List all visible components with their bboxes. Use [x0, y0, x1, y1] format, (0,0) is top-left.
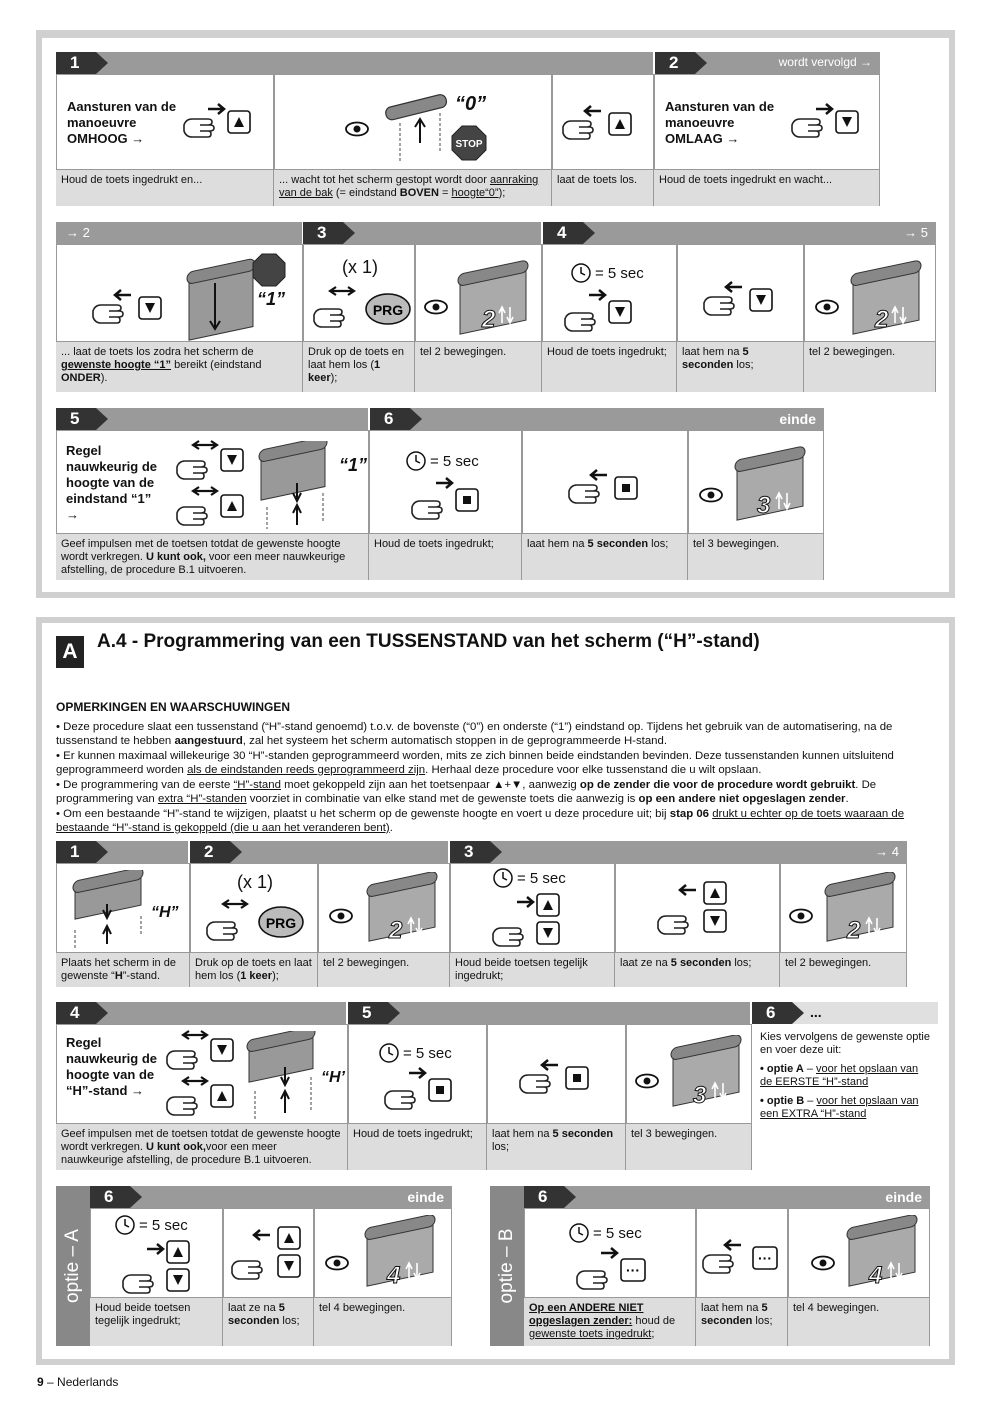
step-caption: [56, 170, 274, 206]
step-cell: [56, 1024, 348, 1124]
hand-press-any-key-icon: [575, 1247, 655, 1293]
end-label: einde: [779, 411, 816, 427]
caption-text: laat de toets los.: [557, 174, 638, 186]
hand-release-any-key-icon: [701, 1237, 785, 1277]
step-cell: [654, 74, 880, 170]
eye-icon: [789, 908, 815, 926]
caption-text: ... wacht tot het scherm gestopt wordt door: [279, 174, 490, 186]
step-cell: [615, 863, 780, 953]
step-cell: [788, 1208, 930, 1298]
caption-text: laat hem na: [682, 346, 743, 358]
caption-text: laat ze na: [228, 1302, 279, 1314]
step-cell: [677, 244, 804, 342]
step-cell: [56, 74, 274, 170]
step-header: [90, 1186, 452, 1208]
caption-text: los;: [733, 359, 754, 371]
caption-text: Plaats het scherm in de gewenste “: [61, 957, 176, 982]
step-header: [655, 52, 880, 74]
step-caption: [552, 170, 654, 206]
step-cell: [190, 863, 318, 953]
hand-release-down-icon: [91, 287, 171, 327]
duration-label: = 5 sec: [430, 453, 479, 470]
caption-text: Druk op de toets en laat hem los (: [195, 957, 312, 982]
caption-text: houd de: [632, 1315, 676, 1327]
step-caption: [804, 342, 936, 392]
hand-press-both-icon: [121, 1239, 201, 1299]
svg-text:···: ···: [626, 1262, 640, 1278]
step-number: 1: [56, 841, 96, 863]
step-caption: [780, 953, 907, 987]
caption-text: 5 seconden: [670, 957, 732, 969]
caption-text: 5 seconden: [228, 1302, 285, 1327]
caption-text: gewenste toets ingedrukt: [529, 1328, 652, 1340]
caption-text: tel 2 bewegingen.: [809, 346, 896, 358]
clock-icon: [379, 1043, 401, 1065]
continuation-dots: ...: [810, 1004, 822, 1020]
roller-blind-count-icon: [365, 872, 445, 952]
hand-press-up-icon: [175, 485, 255, 529]
to-step-label: → 4: [875, 844, 899, 859]
step-caption: [56, 534, 369, 580]
caption-text: 5 seconden: [552, 1128, 614, 1140]
step-label: Regel nauwkeurig de hoogte van de “H”-stand →: [66, 1035, 158, 1098]
step-caption: [56, 953, 190, 987]
step-header: [348, 1002, 750, 1024]
step-cell: [303, 244, 415, 342]
section-title: A.4 - Programmering van een TUSSENSTAND van het scherm (“H”-stand): [97, 631, 760, 652]
caption-text: );: [498, 187, 506, 199]
caption-text: los;: [492, 1141, 510, 1153]
step-cell: [626, 1024, 752, 1124]
option-a-side-label: optie – A: [56, 1186, 90, 1346]
step-caption: [223, 1298, 314, 1346]
position-one-label: “1”: [339, 455, 368, 475]
step-label: Aansturen van de manoeuvre OMLAAG →: [665, 99, 775, 146]
hand-release-up-icon: [561, 103, 641, 143]
caption-text: ).: [100, 372, 108, 384]
caption-text: Houd beide toetsen tegelijk ingedrukt;: [455, 957, 588, 982]
caption-text: aanraking van de bak: [279, 174, 539, 199]
caption-text: 5 seconden: [682, 346, 749, 371]
step-caption: [190, 953, 318, 987]
caption-text: voor een meer nauwkeurige afstelling, de procedure B.1 uitvoeren.: [61, 1141, 312, 1166]
caption-text: Geef impulsen met de toetsen totdat de gewenste hoogte wordt verkregen.: [61, 538, 341, 563]
end-label: einde: [885, 1189, 922, 1205]
roller-blind-adjust-icon: [257, 441, 337, 531]
svg-text:4: 4: [387, 1262, 401, 1289]
step-cell: [696, 1208, 788, 1298]
step-caption: [542, 342, 677, 392]
step-number: 3: [303, 222, 343, 244]
hand-release-both-icon: [230, 1225, 310, 1285]
step-header: [56, 1002, 346, 1024]
step-cell: [524, 1208, 696, 1298]
clock-icon: [571, 263, 593, 285]
caption-text: laat hem na: [527, 538, 588, 550]
roller-blind-count-icon: [363, 1215, 443, 1295]
step-header: [56, 52, 653, 74]
caption-text: laat ze na: [620, 957, 671, 969]
caption-text: bereikt (eindstand: [171, 359, 262, 371]
option-b-side-label: optie – B: [490, 1186, 524, 1346]
caption-text: =: [438, 187, 452, 199]
step-cell: [56, 430, 369, 534]
step-cell: [369, 430, 522, 534]
step-cell: [804, 244, 936, 342]
note-item: • De programmering van de eerste “H”-stand moet gekoppeld zijn aan het toetsenpaar ▲+▼, aanwezig op de zender die voor de procedure wordt gebruikt. De programmering van extra “H”-standen voorziet in combinatie van elke stand met de gewenste toets die aanwezig is op een andere niet opgeslagen zender.: [56, 778, 877, 805]
roller-blind-count-icon: [849, 259, 929, 339]
step-cell: [450, 863, 615, 953]
option-b-link[interactable]: • optie B – voor het opslaan van een EXTRA “H”-stand: [760, 1095, 919, 1120]
caption-text: Houd beide toetsen tegelijk ingedrukt;: [95, 1302, 191, 1327]
step-cell: [348, 1024, 487, 1124]
step-label: Regel nauwkeurig de hoogte van de eindstand “1” →: [66, 443, 158, 522]
step-number: 6: [90, 1186, 130, 1208]
notes-heading: OPMERKINGEN EN WAARSCHUWINGEN: [56, 700, 291, 714]
svg-text:2: 2: [482, 306, 496, 333]
svg-text:PRG: PRG: [265, 915, 297, 931]
roller-blind-count-icon: [845, 1215, 925, 1295]
caption-text: tel 2 bewegingen.: [323, 957, 410, 969]
step-number: 3: [450, 841, 490, 863]
caption-text: );: [272, 970, 279, 982]
step-cell: [314, 1208, 452, 1298]
hand-press-down-icon: [165, 1029, 245, 1073]
eye-icon: [635, 1073, 661, 1091]
roller-blind-count-icon: [456, 259, 536, 339]
hand-press-stop-icon: [383, 1067, 463, 1113]
caption-text: tel 2 bewegingen.: [785, 957, 872, 969]
svg-text:PRG: PRG: [372, 302, 404, 318]
step-caption: [524, 1298, 696, 1346]
roller-blind-count-icon: [823, 872, 903, 952]
caption-text: U kunt ook,: [145, 1141, 206, 1153]
eye-icon: [699, 487, 725, 505]
stop-sign-icon: [451, 125, 487, 161]
language-label: – Nederlands: [43, 1375, 119, 1389]
step-caption: [788, 1298, 930, 1346]
step-caption: [314, 1298, 452, 1346]
step-caption: [318, 953, 450, 987]
hand-press-down-icon: [790, 101, 865, 141]
stop-sign-icon: [252, 253, 286, 287]
caption-text: Houd de toets ingedrukt en...: [61, 174, 203, 186]
step-cell: [274, 74, 552, 170]
duration-label: = 5 sec: [139, 1217, 188, 1234]
step-header: [543, 222, 936, 244]
step-caption: [688, 534, 824, 580]
hand-press-both-icon: [491, 892, 571, 952]
step-cell: [90, 1208, 223, 1298]
step-cell: [318, 863, 450, 953]
step-cell: [542, 244, 677, 342]
caption-text: Houd de toets ingedrukt en wacht...: [659, 174, 833, 186]
caption-text: ”-stand.: [122, 970, 161, 982]
caption-text: );: [330, 372, 338, 384]
svg-text:2: 2: [389, 917, 403, 944]
notes-block: [56, 700, 944, 836]
eye-icon: [345, 121, 371, 139]
caption-text: los;: [731, 957, 752, 969]
step-number: 6: [752, 1002, 792, 1024]
step-cell: [56, 244, 303, 342]
step-caption: [56, 342, 303, 392]
page-number: 9: [37, 1375, 44, 1389]
position-h-label: “H’: [321, 1069, 345, 1086]
step-cell: [56, 863, 190, 953]
position-one-label: “1”: [257, 289, 286, 309]
hand-press-up-icon: [165, 1075, 245, 1119]
caption-text: tel 3 bewegingen.: [631, 1128, 718, 1140]
note-item: • Er kunnen maximaal willekeurige 30 “H”-standen geprogrammeerd worden, mits ze zich binnen beide eindstanden bevinden. Deze tussenstanden kunnen uitsluitend geprogrammeerd worden als de eindstanden reeds geprogrammeerd zijn. Herhaal deze procedure voor elke tussenstand die u wilt opslaan.: [56, 749, 894, 776]
caption-text: gewenste hoogte “1”: [61, 359, 172, 371]
step-number: 2: [655, 52, 695, 74]
caption-text: Houd de toets ingedrukt;: [374, 538, 494, 550]
eye-icon: [815, 299, 841, 317]
step-number: 6: [524, 1186, 564, 1208]
step-cell: [487, 1024, 626, 1124]
hand-press-stop-icon: [410, 477, 490, 523]
roller-blind-adjust-icon: [245, 1031, 325, 1121]
step-header: [303, 222, 541, 244]
section-badge: A: [56, 636, 84, 668]
step-caption: [677, 342, 804, 392]
caption-text: hoogte“0”: [451, 187, 499, 199]
step-caption: [369, 534, 522, 580]
step-caption: [696, 1298, 788, 1346]
eye-icon: [329, 908, 355, 926]
caption-text: tel 3 bewegingen.: [693, 538, 780, 550]
caption-text: tel 4 bewegingen.: [319, 1302, 406, 1314]
step-label: Aansturen van de manoeuvre OMHOOG →: [67, 99, 177, 146]
step-cell: [552, 74, 654, 170]
caption-text: (= eindstand: [332, 187, 400, 199]
step-number: 1: [56, 52, 96, 74]
step-number: 4: [56, 1002, 96, 1024]
page-footer: [37, 1375, 118, 1389]
step-number: 5: [348, 1002, 388, 1024]
svg-text:···: ···: [758, 1250, 772, 1266]
clock-icon: [406, 451, 428, 473]
caption-text: los;: [279, 1315, 300, 1327]
caption-text: tel 2 bewegingen.: [420, 346, 507, 358]
step-number: 2: [190, 841, 230, 863]
caption-text: los;: [752, 1315, 773, 1327]
step-cell: [415, 244, 542, 342]
caption-text: ONDER: [61, 372, 101, 384]
svg-text:2: 2: [875, 306, 889, 333]
caption-text: ;: [651, 1328, 655, 1340]
hand-release-both-icon: [656, 880, 736, 940]
hand-release-stop-icon: [518, 1057, 598, 1097]
caption-text: ... laat de toets los zodra het scherm de: [61, 346, 254, 358]
step-caption: [626, 1124, 752, 1170]
step-header: [190, 841, 448, 863]
hand-press-down-icon: [563, 289, 643, 335]
caption-text: H: [114, 970, 123, 982]
duration-label: = 5 sec: [403, 1045, 452, 1062]
caption-text: Geef impulsen met de toetsen totdat de gewenste hoogte wordt verkregen.: [61, 1128, 341, 1153]
repeat-label: (x 1): [237, 872, 273, 892]
step-caption: [522, 534, 688, 580]
step-caption: [274, 170, 552, 206]
clock-icon: [115, 1215, 137, 1237]
svg-text:STOP: STOP: [455, 139, 483, 150]
caption-text: BOVEN: [399, 187, 439, 199]
caption-text: Druk op de toets en laat hem los (: [308, 346, 405, 371]
caption-text: 1 keer: [308, 359, 381, 384]
caption-text: voor een meer nauwkeurige afstelling, de procedure B.1 uitvoeren.: [61, 551, 346, 576]
step-caption: [303, 342, 415, 392]
step-cell: [688, 430, 824, 534]
step-cell: [522, 430, 688, 534]
step-caption: [450, 953, 615, 987]
caption-text: Houd de toets ingedrukt;: [547, 346, 667, 358]
step-number: 4: [543, 222, 583, 244]
from-step-label: → 2: [66, 225, 90, 240]
step-header: [56, 222, 302, 244]
hand-release-down-icon: [702, 279, 782, 319]
duration-label: = 5 sec: [595, 265, 644, 282]
hand-press-down-icon: [175, 439, 255, 483]
caption-text: laat hem na: [701, 1302, 762, 1314]
duration-label: = 5 sec: [517, 870, 566, 887]
caption-text: Houd de toets ingedrukt;: [353, 1128, 473, 1140]
clock-icon: [569, 1223, 591, 1245]
caption-text: los;: [648, 538, 669, 550]
roller-blind-count-icon: [669, 1035, 749, 1117]
duration-label: = 5 sec: [593, 1225, 642, 1242]
caption-text: laat hem na: [492, 1128, 553, 1140]
eye-icon: [325, 1255, 351, 1273]
to-step-label: → 5: [904, 225, 928, 240]
step-caption: [487, 1124, 626, 1170]
caption-text: 1 keer: [240, 970, 273, 982]
step-header: [370, 408, 824, 430]
clock-icon: [493, 868, 515, 890]
step-number: 5: [56, 408, 96, 430]
hand-press-prg-icon: [205, 898, 305, 944]
hand-release-stop-icon: [567, 467, 647, 507]
choose-text: Kies vervolgens de gewenste optie en voer deze uit:: [760, 1031, 930, 1056]
continued-label: wordt vervolgd →: [778, 55, 872, 69]
step-header: [56, 408, 368, 430]
position-zero-label: “0”: [455, 93, 487, 115]
step-caption: [348, 1124, 487, 1170]
svg-text:3: 3: [693, 1082, 707, 1109]
step-caption: [415, 342, 542, 392]
caption-text: U kunt ook,: [145, 551, 206, 563]
option-a-link[interactable]: • optie A – voor het opslaan van de EERSTE “H”-stand: [760, 1063, 919, 1088]
step-caption: [615, 953, 780, 987]
end-label: einde: [407, 1189, 444, 1205]
option-chooser: [752, 1026, 940, 1166]
step-header: [56, 841, 188, 863]
step-caption: [654, 170, 880, 206]
step-header: [752, 1002, 938, 1024]
note-item: • Om een bestaande “H”-stand te wijzigen, plaatst u het scherm op de gewenste hoogte en voert u deze procedure uit; bij stap 06 drukt u echter op de toets waaraan de bestaande “H”-stand is gekoppeld (die u aan het veranderen bent).: [56, 807, 905, 834]
caption-text: 5 seconden: [701, 1302, 768, 1327]
roller-blind-count-icon: [733, 445, 813, 527]
note-item: • Deze procedure slaat een tussenstand (“H”-stand genoemd) t.o.v. de bovenste (“0”) en onderste (“1”) eindstand op. Tijdens het gebruik van de automatisering, na de tussenstand te hebben aangestuurd, zal het systeem het scherm automatisch stoppen in de geprogrammeerde H-stand.: [56, 720, 893, 747]
eye-icon: [811, 1255, 837, 1273]
position-h-label: “H”: [151, 904, 179, 921]
repeat-label: (x 1): [342, 257, 378, 277]
eye-icon: [424, 299, 450, 317]
step-cell: [780, 863, 907, 953]
roller-blind-h-icon: [71, 870, 161, 950]
step-number: 6: [370, 408, 410, 430]
step-header: [450, 841, 907, 863]
svg-text:2: 2: [847, 917, 861, 944]
step-caption: [90, 1298, 223, 1346]
caption-text: tel 4 bewegingen.: [793, 1302, 880, 1314]
step-caption: [56, 1124, 348, 1170]
hand-press-up-icon: [182, 101, 252, 141]
step-header: [524, 1186, 930, 1208]
step-cell: [223, 1208, 314, 1298]
caption-text: 5 seconden: [587, 538, 649, 550]
hand-press-prg-icon: [312, 285, 412, 331]
caption-text: Op een ANDERE NIET opgeslagen zender:: [529, 1302, 644, 1327]
svg-text:3: 3: [757, 492, 771, 519]
svg-text:4: 4: [869, 1262, 883, 1289]
